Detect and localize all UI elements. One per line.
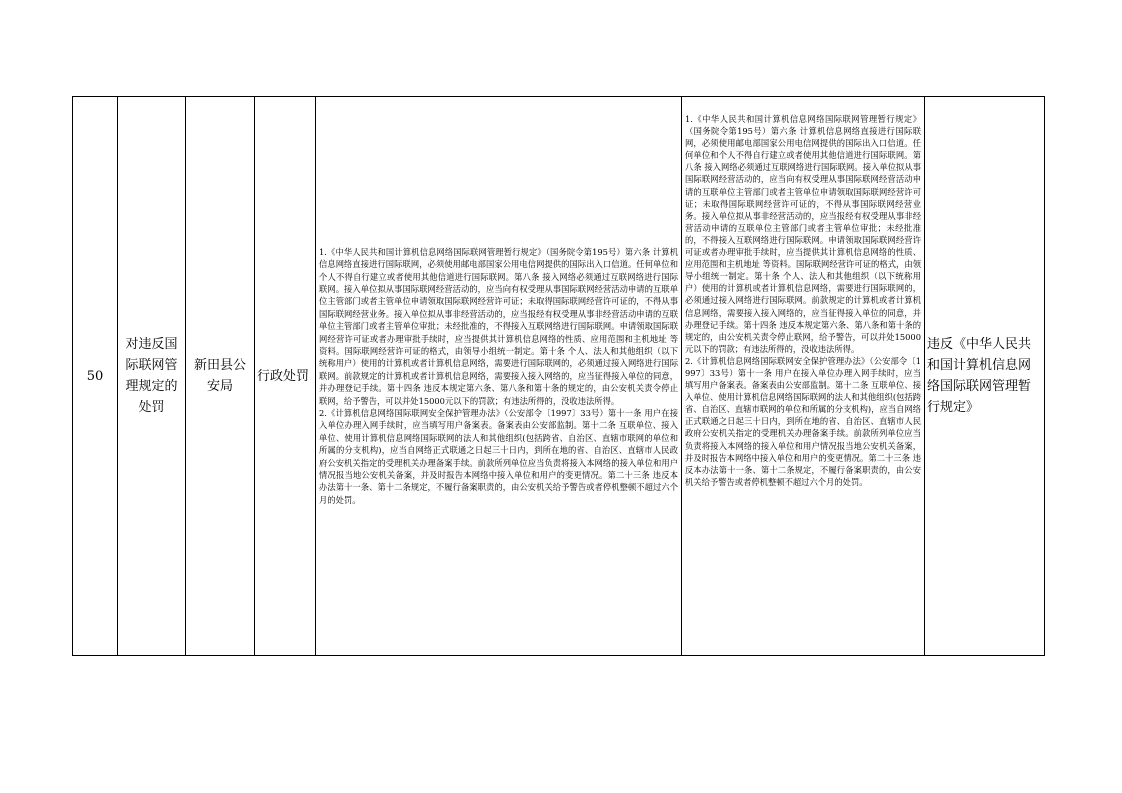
- row-index: 50: [86, 368, 104, 384]
- remark-cell: [925, 97, 1045, 656]
- index-cell: [73, 97, 118, 656]
- authority-list-table: [72, 96, 1045, 656]
- table-row: [73, 97, 1045, 656]
- item-name: 对违反国际联网管理规定的处罚: [125, 337, 178, 415]
- item-category: 行政处罚: [257, 368, 310, 384]
- legal-detail-text: 1.《中华人民共和国计算机信息网络国际联网管理暂行规定》（国务院令第195号）第六条 计算机信息网络直接进行国际联网，必须使用邮电部国家公用电信网提供的国际出入口信道。任何单位和个人不得自行建立或者使用其他信道进行国际联网。第八条 接入网络必须通过互联网络进行国际联网。接入单位拟从事国际联网经营活动的，应当向有权受理从事国际联网经营活动申请的互联单位主管部门或者主管单位申请领取国际联网经营许可证；未取得国际联网经营许可证的，不得从事国际联网经营业务。接入单位拟从事非经营活动的，应当报经有权受理从事非经营活动申请的互联单位主管部门或者主管单位审批；未经批准的，不得接入互联网络进行国际联网。申请领取国际联网经营许可证或者办理审批手续时，应当提供其计算机信息网络的性质、应用范围和主机地址 等资料。国际联网经营许可证的格式，由领导小组统一制定。第十条 个人、法人和其他组织（以下统称用户）使用的计算机或者计算机信息网络，需要进行国际联网的，必须通过接入网络进行国际联网。前款规定的计算机或者计算机信息网络，需要接入接入网络的，应当征得接入单位的同意，并办理登记手续。第十四条 违反本规定第六条、第八条和第十条的规定的，由公安机关责令停止联网，给予警告，可以并处15000元以下的罚款；有违法所得的，没收违法所得。 2.《计算机信息网络国际联网安全保护管理办法》（公安部令〔1997〕33号）第十一条 用户在接入单位办理入网手续时，应当填写用户备案表。备案表由公安部监制。第十二条 互联单位、接入单位、使用计算机信息网络国际联网的法人和其他组织(包括跨省、自治区、直辖市联网的单位和所属的分支机构)，应当自网络正式联通之日起三十日内，到所在地的省、自治区、直辖市人民政府公安机关指定的受理机关办理备案手续。前款所列单位应当负责将接入本网络的接入单位和用户情况报当地公安机关备案，并及时报告本网络中接入单位和用户的变更情况。第二十三条 违反本办法第十一条、第十二条规定，不履行备案职责的，由公安机关给予警告或者停机整顿不超过六个月的处罚。: [685, 114, 921, 487]
- category-cell: [255, 97, 316, 656]
- legal-detail-cell: [682, 97, 925, 656]
- legal-basis-text: 1.《中华人民共和国计算机信息网络国际联网管理暂行规定》（国务院令第195号）第六条 计算机信息网络直接进行国际联网，必须使用邮电部国家公用电信网提供的国际出入口信道。任何单位和个人不得自行建立或者使用其他信道进行国际联网。第八条 接入网络必须通过互联网络进行国际联网。接入单位拟从事国际联网经营活动的，应当向有权受理从事国际联网经营活动申请的互联单位主管部门或者主管单位申请领取国际联网经营许可证；未取得国际联网经营许可证的，不得从事国际联网经营业务。接入单位拟从事非经营活动的，应当报经有权受理从事非经营活动申请的互联单位主管部门或者主管单位审批；未经批准的，不得接入互联网络进行国际联网。申请领取国际联网经营许可证或者办理审批手续时，应当提供其计算机信息网络的性质、应用范围和主机地址 等资料。国际联网经营许可证的格式，由领导小组统一制定。第十条 个人、法人和其他组织（以下统称用户）使用的计算机或者计算机信息网络，需要进行国际联网的，必须通过接入网络进行国际联网。前款规定的计算机或者计算机信息网络，需要接入接入网络的，应当征得接入单位的同意，并办理登记手续。第十四条 违反本规定第六条、第八条和第十条的规定的，由公安机关责令停止联网，给予警告，可以并处15000元以下的罚款；有违法所得的，没收违法所得。 2.《计算机信息网络国际联网安全保护管理办法》（公安部令〔1997〕33号）第十一条 用户在接入单位办理入网手续时，应当填写用户备案表。备案表由公安部监制。第十二条 互联单位、接入单位、使用计算机信息网络国际联网的法人和其他组织(包括跨省、自治区、直辖市联网的单位和所属的分支机构)，应当自网络正式联通之日起三十日内，到所在地的省、自治区、直辖市人民政府公安机关指定的受理机关办理备案手续。前款所列单位应当负责将接入本网络的接入单位和用户情况报当地公安机关备案，并及时报告本网络中接入单位和用户的变更情况。第二十三条 违反本办法第十一条、第十二条规定，不履行备案职责的，由公安机关给予警告或者停机整顿不超过六个月的处罚。: [319, 246, 678, 505]
- remark-text: 违反《中华人民共和国计算机信息网络国际联网管理暂行规定》: [927, 337, 1032, 415]
- agency-name: 新田县公安局: [193, 358, 246, 394]
- agency-cell: [186, 97, 255, 656]
- item-name-cell: [118, 97, 186, 656]
- legal-basis-cell: [316, 97, 682, 656]
